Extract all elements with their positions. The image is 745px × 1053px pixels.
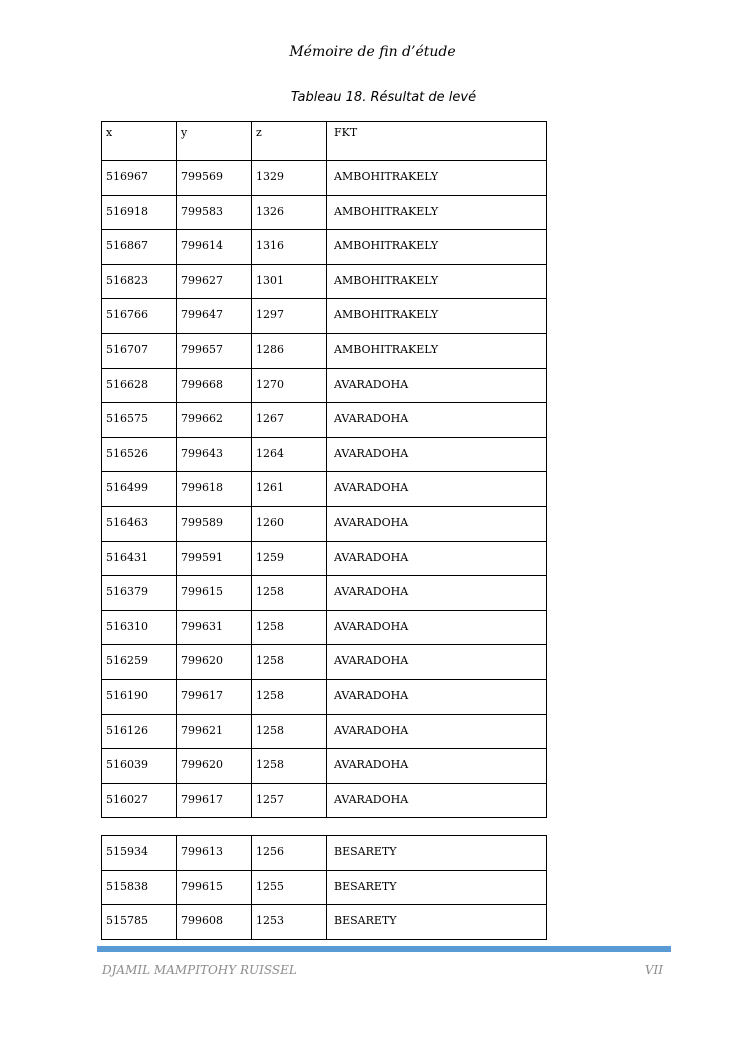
cell-y: 799617 [177, 679, 252, 714]
cell-x: 516823 [102, 264, 177, 299]
column-header-z: z [252, 122, 327, 161]
cell-z: 1255 [252, 870, 327, 905]
cell-x: 516867 [102, 230, 177, 265]
cell-y: 799615 [177, 870, 252, 905]
cell-x: 515785 [102, 905, 177, 940]
cell-z: 1297 [252, 299, 327, 334]
cell-x: 516039 [102, 749, 177, 784]
table-row [102, 195, 547, 230]
cell-x: 516126 [102, 714, 177, 749]
cell-fkt: AVARADOHA [327, 368, 547, 403]
cell-x: 516766 [102, 299, 177, 334]
table-caption: Tableau 18. Résultat de levé [290, 90, 477, 105]
cell-z: 1258 [252, 576, 327, 611]
table-row [102, 230, 547, 265]
cell-y: 799620 [177, 749, 252, 784]
cell-z: 1258 [252, 679, 327, 714]
cell-z: 1256 [252, 836, 327, 871]
cell-y: 799631 [177, 610, 252, 645]
cell-fkt: AVARADOHA [327, 403, 547, 438]
cell-x: 516379 [102, 576, 177, 611]
cell-x: 516027 [102, 783, 177, 818]
cell-y: 799591 [177, 541, 252, 576]
cell-fkt: AVARADOHA [327, 472, 547, 507]
table-row [102, 264, 547, 299]
cell-fkt: AVARADOHA [327, 576, 547, 611]
cell-y: 799614 [177, 230, 252, 265]
column-header-fkt: FKT [327, 122, 547, 161]
cell-y: 799615 [177, 576, 252, 611]
cell-x: 516190 [102, 679, 177, 714]
cell-y: 799662 [177, 403, 252, 438]
survey-results-table [101, 121, 547, 818]
cell-x: 516967 [102, 161, 177, 196]
cell-fkt: AMBOHITRAKELY [327, 264, 547, 299]
cell-fkt: AMBOHITRAKELY [327, 333, 547, 368]
table-header-row [102, 122, 547, 161]
table-row [102, 333, 547, 368]
cell-fkt: AVARADOHA [327, 749, 547, 784]
cell-z: 1258 [252, 610, 327, 645]
cell-fkt: BESARETY [327, 870, 547, 905]
cell-y: 799647 [177, 299, 252, 334]
cell-fkt: AVARADOHA [327, 437, 547, 472]
cell-y: 799627 [177, 264, 252, 299]
cell-z: 1326 [252, 195, 327, 230]
cell-y: 799668 [177, 368, 252, 403]
cell-z: 1301 [252, 264, 327, 299]
survey-results-table-continued [101, 835, 547, 940]
cell-y: 799583 [177, 195, 252, 230]
cell-y: 799618 [177, 472, 252, 507]
table-row [102, 437, 547, 472]
cell-y: 799569 [177, 161, 252, 196]
cell-z: 1270 [252, 368, 327, 403]
table-row [102, 836, 547, 871]
footer-divider [97, 946, 671, 952]
cell-y: 799621 [177, 714, 252, 749]
cell-z: 1258 [252, 749, 327, 784]
cell-z: 1316 [252, 230, 327, 265]
cell-fkt: BESARETY [327, 905, 547, 940]
table-row [102, 783, 547, 818]
cell-fkt: AVARADOHA [327, 679, 547, 714]
cell-z: 1261 [252, 472, 327, 507]
column-header-x: x [102, 122, 177, 161]
cell-z: 1258 [252, 714, 327, 749]
cell-x: 516526 [102, 437, 177, 472]
table-row [102, 679, 547, 714]
table-row [102, 610, 547, 645]
cell-fkt: AMBOHITRAKELY [327, 195, 547, 230]
cell-fkt: AVARADOHA [327, 541, 547, 576]
cell-y: 799608 [177, 905, 252, 940]
footer-author: DJAMIL MAMPITOHY RUISSEL [102, 963, 297, 977]
cell-fkt: AMBOHITRAKELY [327, 161, 547, 196]
table-row [102, 870, 547, 905]
cell-y: 799589 [177, 506, 252, 541]
cell-z: 1286 [252, 333, 327, 368]
cell-x: 515838 [102, 870, 177, 905]
cell-x: 516431 [102, 541, 177, 576]
cell-z: 1257 [252, 783, 327, 818]
table-row [102, 403, 547, 438]
table-row [102, 368, 547, 403]
cell-x: 516259 [102, 645, 177, 680]
cell-fkt: AVARADOHA [327, 714, 547, 749]
table-row [102, 161, 547, 196]
table-row [102, 905, 547, 940]
footer-page-number: VII [644, 963, 663, 977]
table-row [102, 749, 547, 784]
cell-y: 799613 [177, 836, 252, 871]
cell-z: 1267 [252, 403, 327, 438]
cell-x: 516628 [102, 368, 177, 403]
cell-fkt: AMBOHITRAKELY [327, 299, 547, 334]
cell-x: 516918 [102, 195, 177, 230]
cell-fkt: AVARADOHA [327, 783, 547, 818]
cell-z: 1260 [252, 506, 327, 541]
table-row [102, 299, 547, 334]
table-row [102, 576, 547, 611]
cell-y: 799643 [177, 437, 252, 472]
cell-z: 1264 [252, 437, 327, 472]
cell-x: 516463 [102, 506, 177, 541]
cell-x: 516499 [102, 472, 177, 507]
cell-x: 515934 [102, 836, 177, 871]
cell-y: 799620 [177, 645, 252, 680]
table-row [102, 714, 547, 749]
cell-z: 1329 [252, 161, 327, 196]
table-row [102, 541, 547, 576]
table-row [102, 645, 547, 680]
cell-fkt: AMBOHITRAKELY [327, 230, 547, 265]
cell-z: 1258 [252, 645, 327, 680]
column-header-y: y [177, 122, 252, 161]
cell-fkt: BESARETY [327, 836, 547, 871]
cell-x: 516707 [102, 333, 177, 368]
cell-x: 516310 [102, 610, 177, 645]
cell-y: 799617 [177, 783, 252, 818]
table-row [102, 472, 547, 507]
cell-fkt: AVARADOHA [327, 610, 547, 645]
table-row [102, 506, 547, 541]
cell-y: 799657 [177, 333, 252, 368]
page-header-title: Mémoire de fin d’étude [289, 44, 456, 60]
cell-fkt: AVARADOHA [327, 645, 547, 680]
cell-z: 1259 [252, 541, 327, 576]
cell-z: 1253 [252, 905, 327, 940]
cell-fkt: AVARADOHA [327, 506, 547, 541]
cell-x: 516575 [102, 403, 177, 438]
